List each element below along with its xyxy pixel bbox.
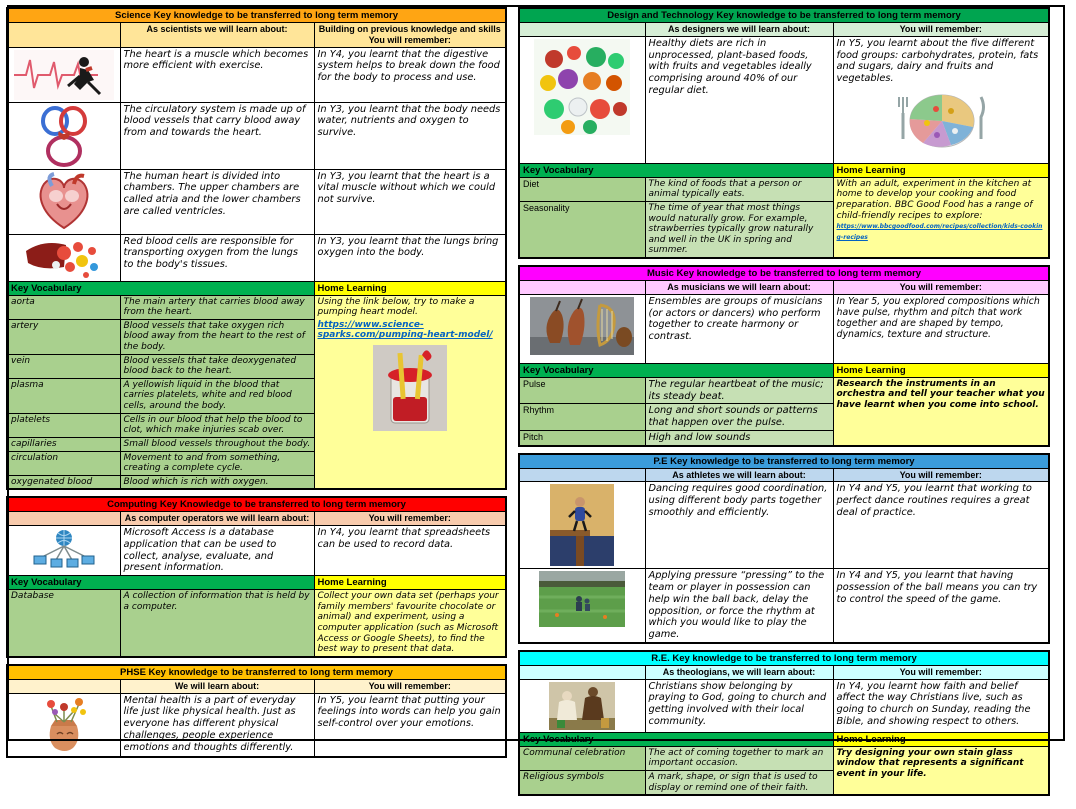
- vocab-definition: Blood which is rich with oxygen.: [120, 475, 314, 489]
- re-learn-cell: Christians show belonging by praying to God, going to church and getting involved with their local community.: [645, 679, 833, 732]
- vocab-term: Religious symbols: [519, 770, 645, 795]
- vocab-definition: A mark, shape, or sign that is used to display or remind one of their faith.: [645, 770, 833, 795]
- re-key-vocabulary-header: Key Vocabulary: [519, 732, 833, 746]
- computing-remember-header: You will remember:: [314, 512, 506, 526]
- computing-learn-cell: Microsoft Access is a database application that can be used to collect, analyse, evaluate, and present information.: [120, 526, 314, 576]
- dt-title: Design and Technology Key knowledge to be transferred to long term memory: [519, 8, 1049, 23]
- pe-remember-cell: In Y4 and Y5, you learnt that having possession of the ball means you can try to control the speed of the game.: [833, 569, 1049, 643]
- pe-learn-cell: Dancing requires good coordination, using different body parts together smoothly and efficiently.: [645, 482, 833, 569]
- music-key-vocabulary-header: Key Vocabulary: [519, 363, 833, 377]
- vocab-term: circulation: [7, 451, 120, 475]
- vocab-term: vein: [7, 354, 120, 378]
- page-border: [7, 5, 1065, 741]
- vocab-term: Pulse: [519, 377, 645, 404]
- science-learn-header: As scientists we will learn about:: [120, 23, 314, 48]
- science-title: Science Key knowledge to be transferred to long term memory: [7, 8, 506, 23]
- music-remember-cell: In Year 5, you explored compositions which have pulse, rhythm and pitch that work together and are shaped by tempo, dynamics, texture and structure.: [833, 294, 1049, 363]
- vocab-definition: Long and short sounds or patterns that happen over the pulse.: [645, 404, 833, 431]
- science-home-learning-cell: Using the link below, try to make a pumping heart model. https://www.science-sparks.com/pumping-heart-model/: [314, 295, 506, 489]
- re-home-learning-header: Home Learning: [833, 732, 1049, 746]
- vocab-term: platelets: [7, 413, 120, 437]
- music-learn-cell: Ensembles are groups of musicians (or actors or dancers) who perform together to create harmony or contrast.: [645, 294, 833, 363]
- vocab-definition: The time of year that most things would naturally grow. For example, strawberries typically grow naturally and well in the UK in spring and summer.: [645, 202, 833, 259]
- vocab-definition: Blood vessels that take deoxygenated blood back to the heart.: [120, 354, 314, 378]
- science-home-learning-header: Home Learning: [314, 281, 506, 295]
- phse-remember-header: You will remember:: [314, 679, 506, 693]
- pe-remember-header: You will remember:: [833, 468, 1049, 482]
- vocab-definition: A collection of information that is held by a computer.: [120, 590, 314, 657]
- vocab-definition: Small blood vessels throughout the body.: [120, 437, 314, 451]
- science-learn-cell: The human heart is divided into chambers. The upper chambers are called atria and the lower chambers are called ventricles.: [120, 169, 314, 234]
- dt-key-vocabulary-header: Key Vocabulary: [519, 163, 833, 177]
- vocab-definition: The act of coming together to mark an important occasion.: [645, 746, 833, 770]
- vocab-term: Rhythm: [519, 404, 645, 431]
- vocab-term: capillaries: [7, 437, 120, 451]
- computing-home-learning-cell: Collect your own data set (perhaps your family members' favourite chocolate or animal) and experiment, using a computer application (such as Microsoft Access or Google Sheets), to find the best way to present that data.: [314, 590, 506, 657]
- music-title: Music Key knowledge to be transferred to long term memory: [519, 266, 1049, 281]
- vocab-term: Seasonality: [519, 202, 645, 259]
- vocab-term: Database: [7, 590, 120, 657]
- vocab-definition: The regular heartbeat of the music; its steady beat.: [645, 377, 833, 404]
- vocab-term: Communal celebration: [519, 746, 645, 770]
- vocab-term: aorta: [7, 295, 120, 319]
- dt-learn-cell: Healthy diets are rich in unprocessed, plant-based foods, with fruits and vegetables ideally comprising around 40% of our regular diet.: [645, 36, 833, 163]
- science-learn-cell: Red blood cells are responsible for transporting oxygen from the lungs to the body's tissues.: [120, 234, 314, 281]
- dt-learn-header: As designers we will learn about:: [645, 23, 833, 37]
- vocab-definition: Movement to and from something, creating a complete cycle.: [120, 451, 314, 475]
- science-learn-cell: The heart is a muscle which becomes more efficient with exercise.: [120, 47, 314, 102]
- pe-learn-cell: Applying pressure “pressing” to the team or player in possession can help win the ball back, delay the opposition, or force the rhythm at which you would like to play the game.: [645, 569, 833, 643]
- science-sparks-link[interactable]: https://www.science-sparks.com/pumping-heart-model/: [317, 319, 493, 341]
- computing-key-vocabulary-header: Key Vocabulary: [7, 576, 314, 590]
- vocab-definition: Cells in our blood that help the blood to clot, which make injuries scab over.: [120, 413, 314, 437]
- science-remember-header: Building on previous knowledge and skills You will remember:: [314, 23, 506, 48]
- dt-remember-header: You will remember:: [833, 23, 1049, 37]
- music-home-learning-header: Home Learning: [833, 363, 1049, 377]
- pe-remember-cell: In Y4 and Y5, you learnt that working to perfect dance routines requires a great deal of practice.: [833, 482, 1049, 569]
- music-remember-header: You will remember:: [833, 281, 1049, 295]
- science-remember-cell: In Y3, you learnt that the heart is a vital muscle without which we could not survive.: [314, 169, 506, 234]
- re-home-learning-cell: Try designing your own stain glass window that represents a significant event in your life.: [833, 746, 1049, 795]
- phse-learn-header: We will learn about:: [120, 679, 314, 693]
- bbc-good-food-link[interactable]: https://www.bbcgoodfood.com/recipes/collection/kids-cooking-recipes: [836, 223, 1043, 241]
- computing-home-learning-header: Home Learning: [314, 576, 506, 590]
- pe-title: P.E Key knowledge to be transferred to long term memory: [519, 454, 1049, 469]
- science-remember-cell: In Y4, you learnt that the digestive system helps to break down the food for the body to process and use.: [314, 47, 506, 102]
- computing-learn-header: As computer operators we will learn about:: [120, 512, 314, 526]
- vocab-term: artery: [7, 319, 120, 354]
- vocab-definition: Blood vessels that take oxygen rich blood away from the heart to the rest of the body.: [120, 319, 314, 354]
- vocab-definition: The main artery that carries blood away from the heart.: [120, 295, 314, 319]
- computing-title: Computing Key Knowledge to be transferred to long term memory: [7, 497, 506, 512]
- science-learn-cell: The circulatory system is made up of blood vessels that carry blood away from and towards the heart.: [120, 102, 314, 169]
- vocab-definition: A yellowish liquid in the blood that carries platelets, white and red blood cells, around the body.: [120, 378, 314, 413]
- vocab-term: oxygenated blood: [7, 475, 120, 489]
- science-remember-cell: In Y3, you learnt that the body needs water, nutrients and oxygen to survive.: [314, 102, 506, 169]
- re-remember-cell: In Y4, you learnt how faith and belief affect the way Christians live, such as going to church on Sunday, reading the Bible, and showing respect to others.: [833, 679, 1049, 732]
- music-learn-header: As musicians we will learn about:: [645, 281, 833, 295]
- music-home-learning-cell: Research the instruments in an orchestra and tell your teacher what you have learnt when you come into school.: [833, 377, 1049, 445]
- dt-home-learning-header: Home Learning: [833, 163, 1049, 177]
- dt-home-learning-cell: With an adult, experiment in the kitchen at home to develop your cooking and food preparation. BBC Good Food has a range of child-friendly recipes to explore: https://www.bbcgoodfood.com/recipes/collection/kids-cooking-recipes: [833, 177, 1049, 258]
- re-learn-header: As theologians, we will learn about:: [645, 665, 833, 679]
- science-key-vocabulary-header: Key Vocabulary: [7, 281, 314, 295]
- re-title: R.E. Key knowledge to be transferred to long term memory: [519, 651, 1049, 666]
- vocab-definition: High and low sounds: [645, 430, 833, 445]
- computing-remember-cell: In Y4, you learnt that spreadsheets can be used to record data.: [314, 526, 506, 576]
- vocab-term: Pitch: [519, 430, 645, 445]
- phse-remember-cell: In Y5, you learnt that putting your feelings into words can help you gain self-control over your emotions.: [314, 693, 506, 757]
- dt-remember-cell: In Y5, you learnt about the five different food groups: carbohydrates, protein, fats and sugars, dairy and fruits and vegetables.: [833, 36, 1049, 163]
- phse-learn-cell: Mental health is a part of everyday life just like physical health. Just as everyone has different physical challenges, people experience emotions and thoughts differently.: [120, 693, 314, 757]
- vocab-term: Diet: [519, 177, 645, 201]
- science-remember-cell: In Y3, you learnt that the lungs bring oxygen into the body.: [314, 234, 506, 281]
- vocab-definition: The kind of foods that a person or animal typically eats.: [645, 177, 833, 201]
- phse-title: PHSE Key knowledge to be transferred to long term memory: [7, 665, 506, 680]
- vocab-term: plasma: [7, 378, 120, 413]
- pe-learn-header: As athletes we will learn about:: [645, 468, 833, 482]
- re-remember-header: You will remember:: [833, 665, 1049, 679]
